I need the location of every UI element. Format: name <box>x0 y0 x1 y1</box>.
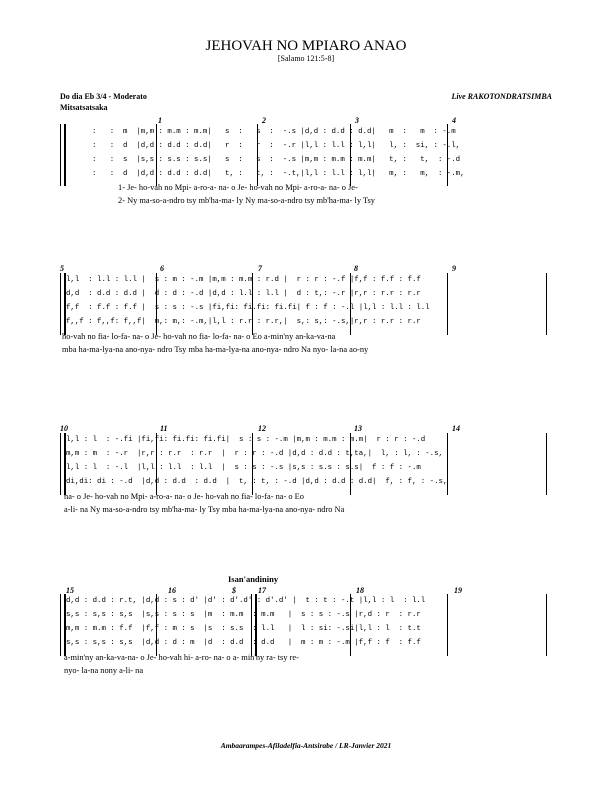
score-system-2 <box>0 264 612 384</box>
song-title: JEHOVAH NO MPIARO ANAO <box>205 38 407 54</box>
measure-number: 15 <box>66 586 74 595</box>
measure-number: 19 <box>454 586 462 595</box>
bar-line <box>546 594 547 656</box>
measure-number: 5 <box>60 264 64 273</box>
bass-part: di,di: di : -.d |d,d : d.d : d.d | t, : t, : -.d |d,d : d.d : d.d| f, : f, : -.s, <box>66 478 448 486</box>
alto-part: m,m : m : -.r |r,r : r.r : r.r | r : r : -.d |d,d : d.d : t,ta,| l, : l, : -.s, <box>66 450 443 458</box>
tenor-part: : : s |s,s : s.s : s.s| s : s : -.s |m,m : m.m : m.m| t, : t, : -.d <box>92 156 461 164</box>
measure-number: 11 <box>160 424 168 433</box>
measure-number: 1 <box>158 116 162 125</box>
lyrics-verse-2: a-li- na Ny ma-so-a-ndro tsy mb'ha-ma- ly Tsy mba ha-ma-lya-na ano-nya- ndro Na <box>64 505 345 514</box>
measure-number: 7 <box>258 264 262 273</box>
alto-part: s,s : s,s : s,s |s,s : s : s |m : m.m : m.m | s : s : -.s |r,d : r : r.r <box>66 611 421 619</box>
scripture-reference: [Salamo 121:5-8] <box>277 54 335 63</box>
tenor-part: f,f : f.f : f.f | s : s : -.s |fi,fi: fi.fi: fi.fi| f : f : -.l |l,l : l.l : l.l <box>66 304 430 312</box>
bass-part: f,,f : f,,f: f,,f| m,: m,: -.m,|l,l : r.r : r.r,| s,: s,: -.s,|r,r : r.r : r.r <box>66 318 421 326</box>
measure-number: 8 <box>354 264 358 273</box>
lyrics-verse-1: ho-vah no fia- lo-fa- na- o Je- ho-vah no fia- lo-fa- na- o Eo a-min'ny an-ka-va-na <box>62 332 336 341</box>
lyrics-verse-2: mba ha-ma-lya-na ano-nya- ndro Tsy mba ha-ma-lya-na ano-nya- ndro Na nyo- la-na ao-ny <box>62 345 369 354</box>
bar-line <box>546 433 547 495</box>
bass-part: : : d |d,d : d.d : d.d| t, : t, : -.t,|l,l : l.l : l,l| m, : m, : -.m, <box>92 170 465 178</box>
repeat-marking: Isan'andininy <box>228 574 279 584</box>
bar-line <box>447 273 448 335</box>
lyrics-verse-1: a-min'ny an-ka-va-na- o Je- ho-vah hi- a-ro- na- o a- min'ny ra- tsy re- <box>64 653 299 662</box>
measure-number: 18 <box>356 586 364 595</box>
measure-number: 6 <box>160 264 164 273</box>
composer-name: Live RAKOTONDRATSIMBA <box>451 92 552 101</box>
lyrics-verse-1: na- o Je- ho-vah no Mpi- a-ro-a- na- o Je- ho-vah no fia- lo-fa- na- o Eo <box>64 492 304 501</box>
score-system-4 <box>0 574 612 694</box>
measure-number: 10 <box>60 424 68 433</box>
measure-number: 4 <box>452 116 456 125</box>
bass-part: s,s : s,s : s,s |d,d : d : m |d : d.d : d.d | m : m : -.m |f,f : f : f.f <box>66 639 421 647</box>
arranger-name: Mitsatsatsaka <box>60 103 108 112</box>
soprano-part: d,d : d.d : r.t, |d,d : s : d' |d' : d'.d' : d'.d' | t : t : -.t |l,l : l : l.l <box>66 597 426 605</box>
alto-part: : : d |d,d : d.d : d.d| r : r : -.r |l,l : l.l : l,l| l, : si, : -.l, <box>92 142 461 150</box>
bar-line <box>447 594 448 656</box>
bar-line <box>60 124 66 186</box>
tenor-part: l,l : l : -.l |l,l : l.l : l.l | s : s : -.s |s,s : s.s : s.s| f : f : -.m <box>66 464 421 472</box>
measure-number: 3 <box>355 116 359 125</box>
score-system-1 <box>0 112 612 232</box>
measure-number: 9 <box>452 264 456 273</box>
lyrics-verse-2: nyo- la-na nony a-li- na <box>64 666 144 675</box>
soprano-part: : : m |m,m : m.m : m.m| s : s : -.s |d,d : d.d : d.d| m : m : -.m <box>92 128 456 136</box>
soprano-part: l,l : l : -.fi |fi,fi: fi.fi: fi.fi| s : s : -.m |m,m : m.m : m.m| r : r : -.d <box>66 436 426 444</box>
bar-line <box>546 273 547 335</box>
score-system-3 <box>0 424 612 544</box>
footer-credit: Ambaarampes-Afiladelfia-Antsirabe / LR-Janvier 2021 <box>220 741 392 750</box>
measure-number: 16 <box>168 586 176 595</box>
key-tempo-info: Do dia Eb 3/4 - Moderato <box>60 92 147 101</box>
alto-part: d,d : d.d : d.d | d : d : -.d |d,d : l.l : l.l | d : t,: -.r |r,r : r.r : r.r <box>66 290 421 298</box>
measure-number: 13 <box>354 424 362 433</box>
measure-number: 12 <box>258 424 266 433</box>
measure-number: 14 <box>452 424 460 433</box>
segno-mark: $ <box>232 586 236 595</box>
tenor-part: m,m : m.m : f.f |f,f : m : s |s : s.s : l.l | l : si: -.si|l,l : l : t.t <box>66 625 421 633</box>
soprano-part: l,l : l.l : l.l | s : m : -.m |m,m : m.m : r.d | r : r : -.f |f,f : f.f : f.f <box>66 276 421 284</box>
measure-number: 2 <box>262 116 266 125</box>
lyrics-verse-1: 1- Je- ho-vah no Mpi- a-ro-a- na- o Je- ho-vah no Mpi- a-ro-a- na- o Je- <box>118 183 358 192</box>
measure-number: 17 <box>258 586 266 595</box>
lyrics-verse-2: 2- Ny ma-so-a-ndro tsy mb'ha-ma- ly Ny ma-so-a-ndro tsy mb'ha-ma- ly Tsy <box>118 196 375 205</box>
